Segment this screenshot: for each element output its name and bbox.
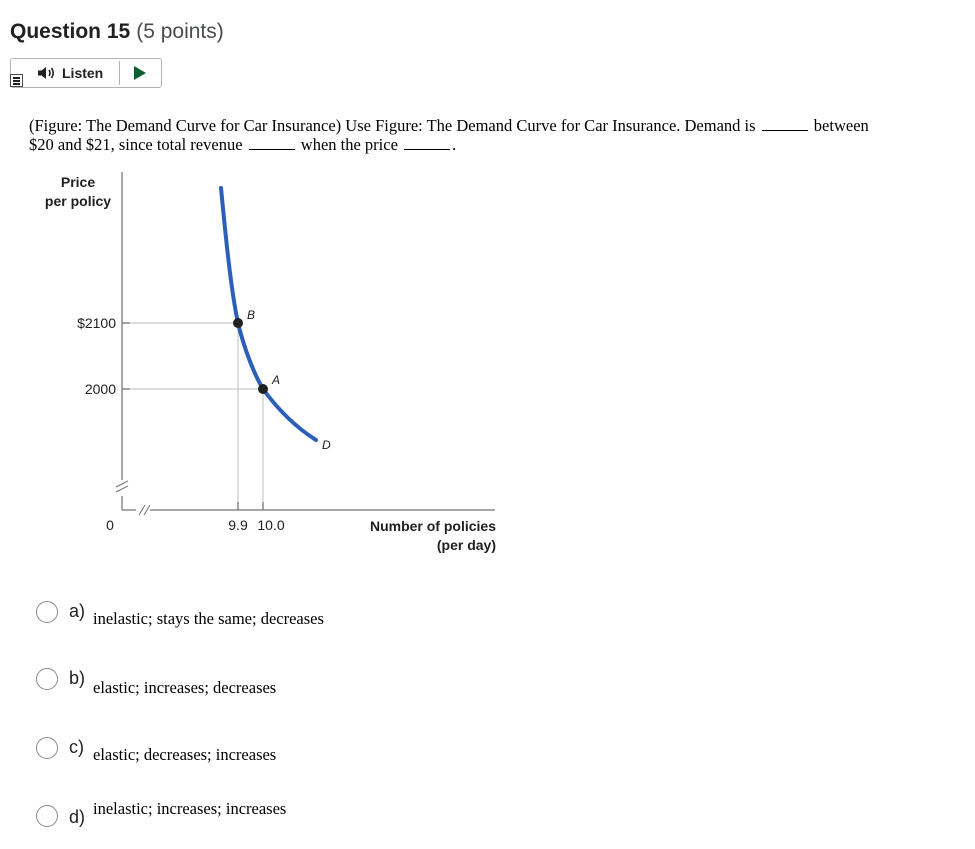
x-axis-label-line1: Number of policies <box>369 518 496 534</box>
question-text-part4: . <box>452 135 457 154</box>
option-a-radio[interactable] <box>36 601 58 623</box>
question-points: (5 points) <box>136 20 224 43</box>
x-tick-label-10-0: 10.0 <box>257 517 285 533</box>
point-a-marker <box>258 384 268 394</box>
x-axis-break-mark <box>139 505 150 515</box>
listen-label: Listen <box>62 65 104 81</box>
point-b-marker <box>233 318 243 328</box>
question-text-part2: between $20 and $21, since total revenue <box>29 116 869 154</box>
option-c-text: elastic; decreases; increases <box>93 745 277 764</box>
origin-label: 0 <box>106 517 114 533</box>
x-tick-label-9-9: 9.9 <box>228 517 248 533</box>
option-a-letter: a) <box>69 601 86 621</box>
option-b-radio[interactable] <box>36 668 58 690</box>
y-axis-break-mark <box>116 481 128 492</box>
option-d-text: inelastic; increases; increases <box>93 799 287 818</box>
point-b-label: B <box>247 308 256 322</box>
option-c-letter: c) <box>69 737 84 757</box>
option-c-radio[interactable] <box>36 737 58 759</box>
demand-curve-line <box>221 188 316 440</box>
y-tick-label-2100: $2100 <box>77 315 116 331</box>
option-b-letter: b) <box>69 668 86 688</box>
y-axis-label-line1: Price <box>60 174 96 190</box>
x-axis-label-line2: (per day) <box>436 537 496 553</box>
y-axis-label-line2: per policy <box>44 193 112 209</box>
option-d-radio[interactable] <box>36 805 58 827</box>
curve-d-label: D <box>322 438 331 452</box>
question-number: Question 15 <box>10 20 131 43</box>
option-b-text: elastic; increases; decreases <box>93 678 277 697</box>
option-a-text: inelastic; stays the same; decreases <box>93 609 324 628</box>
option-d-letter: d) <box>69 807 86 827</box>
question-text-part3: when the price <box>300 135 398 154</box>
point-a-label: A <box>272 373 281 387</box>
y-tick-label-2000: 2000 <box>84 381 116 397</box>
question-text-part1: (Figure: The Demand Curve for Car Insurance) Use Figure: The Demand Curve for Car Insurance. Demand is <box>29 116 756 135</box>
